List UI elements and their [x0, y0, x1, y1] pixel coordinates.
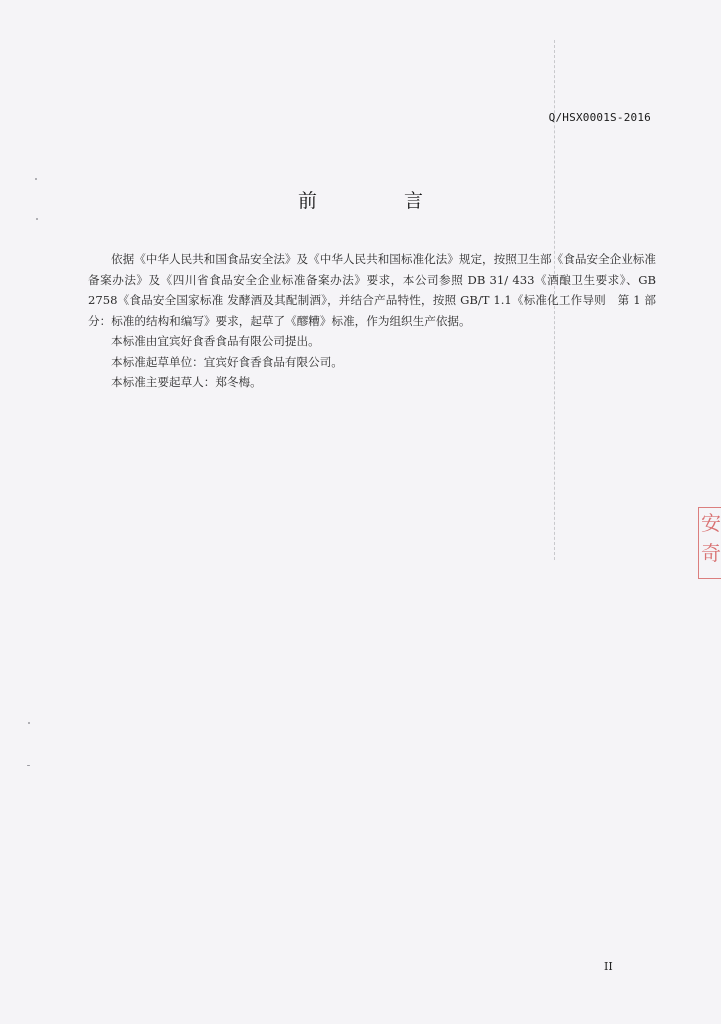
preface-paragraph-basis: 依据《中华人民共和国食品安全法》及《中华人民共和国标准化法》规定，按照卫生部《食品安全企业标准备案办法》及《四川省食品安全企业标准备案办法》要求，本公司参照 DB 31/ 433《酒酿卫生要求》、GB 2758《食品安全国家标准 发酵酒及其配制酒》，并结合产品特性，按照 GB/T 1.1《标准化工作导则 第 1 部分：标准的结构和编写》要求，起草了《醪糟》标准，作为组织生产依据。: [88, 252, 656, 328]
page-number: II: [604, 960, 613, 973]
preface-paragraph-proposer: 本标准由宜宾好食香食品有限公司提出。: [111, 334, 320, 348]
scan-speck: [36, 218, 38, 220]
scan-speck: [28, 722, 30, 724]
preface-body: [88, 249, 656, 393]
preface-paragraph-drafting-unit: 本标准起草单位：宜宾好食香食品有限公司。: [111, 354, 343, 369]
preface-paragraph-drafter: 本标准主要起草人：郑冬梅。: [111, 375, 262, 389]
scan-speck: [27, 765, 30, 766]
scan-speck: [35, 178, 37, 180]
seal-char-2: 奇: [701, 541, 721, 565]
red-seal-stamp: [698, 507, 721, 579]
seal-char-1: 安: [701, 511, 721, 535]
standard-code: Q/HSX0001S-2016: [548, 111, 651, 124]
page-title: 前 言: [297, 190, 457, 212]
